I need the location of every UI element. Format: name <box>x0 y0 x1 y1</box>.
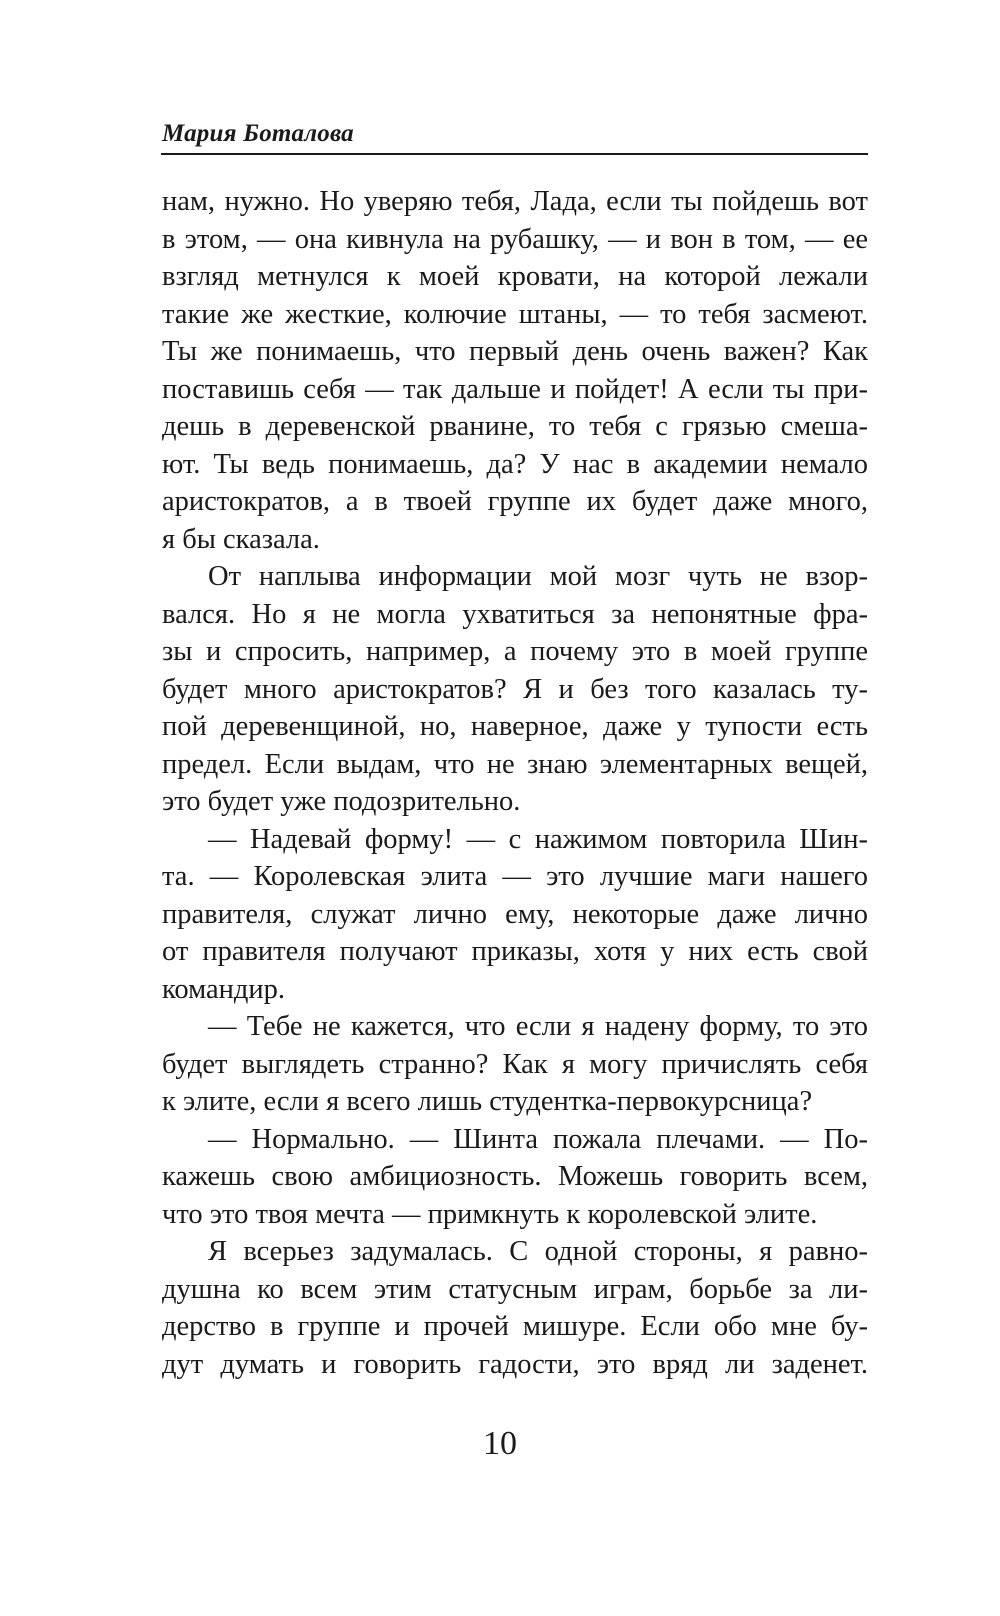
text-line: От наплыва информации мой мозг чуть не взор- <box>208 561 868 592</box>
text-line: дерство в группе и прочей мишуре. Если обо мне бу- <box>162 1311 868 1342</box>
text-line: предел. Если выдам, что не знаю элементарных вещей, <box>162 748 868 780</box>
paragraph <box>162 183 868 558</box>
text-line: такие же жесткие, колючие штаны, — то тебя засмеют. <box>162 298 868 330</box>
header-rule <box>161 153 868 155</box>
paragraph <box>162 821 868 1009</box>
text-line: это будет уже подозрительно. <box>162 786 521 817</box>
paragraph <box>162 558 868 821</box>
text-line: зы и спросить, например, а почему это в моей группе <box>162 636 868 667</box>
text-line: взгляд метнулся к моей кровати, на которой лежали <box>162 261 868 292</box>
paragraph <box>162 1233 868 1383</box>
text-line: командир. <box>162 973 285 1005</box>
paragraph <box>162 1008 868 1121</box>
text-line: аристократов, а в твоей группе их будет даже много, <box>162 486 868 517</box>
text-line: я бы сказала. <box>162 523 320 555</box>
text-line: правителя, служат лично ему, некоторые даже лично <box>162 898 868 930</box>
text-line: поставишь себя — так дальше и пойдет! А если ты при- <box>162 373 868 405</box>
text-line: от правителя получают приказы, хотя у них есть свой <box>162 936 868 967</box>
page-number: 10 <box>483 1425 517 1462</box>
text-line: — Нормально. — Шинта пожала плечами. — По- <box>208 1123 868 1155</box>
text-line: душна ко всем этим статусным играм, борьбе за ли- <box>162 1273 868 1305</box>
text-line: Ты же понимаешь, что первый день очень важен? Как <box>162 336 868 367</box>
paragraph <box>162 1121 868 1234</box>
text-line: Я всерьез задумалась. С одной стороны, я равно- <box>208 1236 868 1267</box>
text-line: будет выглядеть странно? Как я могу причислять себя <box>162 1048 868 1080</box>
text-line: — Надевай форму! — с нажимом повторила Шин- <box>208 823 868 855</box>
text-line: дешь в деревенской рванине, то тебя с грязью смеша- <box>162 411 868 442</box>
text-line: что это твоя мечта — примкнуть к королевской элите. <box>162 1198 818 1230</box>
text-line: вался. Но я не могла ухватиться за непонятные фра- <box>162 598 868 630</box>
text-line: — Тебе не кажется, что если я надену форму, то это <box>208 1011 868 1042</box>
text-line: в этом, — она кивнула на рубашку, — и вон в том, — ее <box>162 223 868 255</box>
text-line: кажешь свою амбициозность. Можешь говорить всем, <box>162 1161 868 1192</box>
text-line: ют. Ты ведь понимаешь, да? У нас в академии немало <box>162 448 868 480</box>
text-line: дут думать и говорить гадости, это вряд ли заденет. <box>162 1348 868 1380</box>
text-line: пой деревенщиной, но, наверное, даже у тупости есть <box>162 711 868 742</box>
text-line: та. — Королевская элита — это лучшие маги нашего <box>162 861 868 892</box>
text-line: будет много аристократов? Я и без того казалась ту- <box>162 673 868 705</box>
text-line: нам, нужно. Но уверяю тебя, Лада, если ты пойдешь вот <box>162 186 868 217</box>
body-text <box>162 183 868 1383</box>
running-head-author: Мария Боталова <box>162 120 354 147</box>
text-line: к элите, если я всего лишь студентка-первокурсница? <box>162 1086 813 1117</box>
